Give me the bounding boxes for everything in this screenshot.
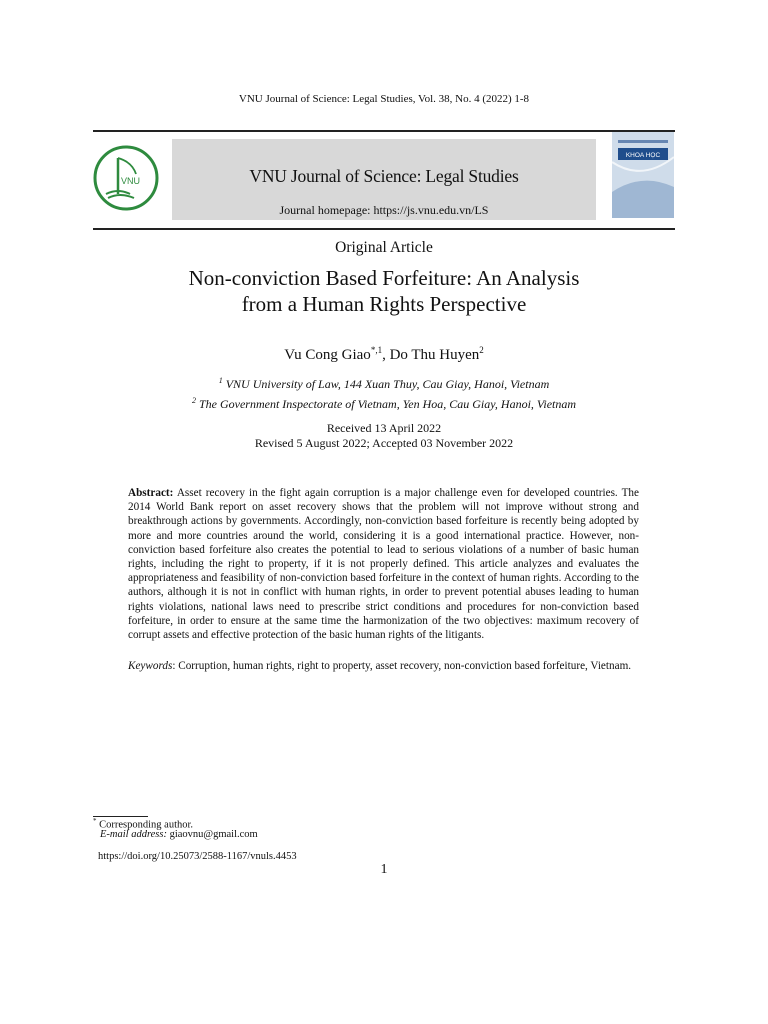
paper-title xyxy=(0,265,768,317)
abstract-label: Abstract: xyxy=(128,487,174,499)
vnu-logo-icon xyxy=(92,144,160,212)
vnu-logo xyxy=(92,144,160,212)
author-separator: , xyxy=(382,347,390,363)
footnote-corresponding-text: Corresponding author. xyxy=(96,819,194,831)
cover-graphic xyxy=(612,132,674,218)
author-name: Vu Cong Giao xyxy=(284,347,371,363)
header-bottom-rule xyxy=(93,228,675,230)
title-line-2: from a Human Rights Perspective xyxy=(241,292,527,316)
author-sup: *,1 xyxy=(370,345,383,355)
footnote-mark: * xyxy=(93,817,97,825)
cover-title: KHOA HỌC xyxy=(625,152,661,159)
footnote-email xyxy=(100,829,258,840)
revised-accepted-date: Revised 5 August 2022; Accepted 03 November 2022 xyxy=(254,436,514,450)
email-address[interactable]: giaovnu@gmail.com xyxy=(166,829,258,840)
header-top-rule xyxy=(93,130,675,132)
affiliation-mark: 1 xyxy=(218,376,223,385)
keywords-label: Keywords xyxy=(128,660,173,672)
journal-homepage: Journal homepage: https://js.vnu.edu.vn/LS xyxy=(279,203,489,217)
author-list xyxy=(0,345,768,364)
author-name: Do Thu Huyen xyxy=(389,347,480,363)
abstract xyxy=(128,486,639,642)
journal-cover-thumbnail xyxy=(612,132,674,218)
logo-text: VNU xyxy=(121,176,141,186)
affiliation-2 xyxy=(0,396,768,412)
affiliation-1 xyxy=(0,376,768,392)
affiliation-text: VNU University of Law, 144 Xuan Thuy, Cau Giay, Hanoi, Vietnam xyxy=(222,377,550,391)
abstract-text: Asset recovery in the fight again corruption is a major challenge even for developed countries. The 2014 World Bank report on asset recovery shows that the problem will not improve without strong and breakthrough actions by governments. Accordingly, non-conviction based forfeiture is recently being adopted by more and more countries around the world, considering it is a good international practice. However, non-conviction based forfeiture also creates the potential to lead to serious violations of a number of basic human rights, including the right to property, if it is not properly defined. This article analyzes and evaluates the appropriateness and feasibility of non-conviction based forfeiture in the context of human rights. According to the authors, although it is not in conflict with human rights, in order to prevent potential abuses leading to human rights violations, national laws need to prescribe strict conditions and procedures for non-conviction based forfeiture, in order to ensure at the same time the harmonization of the two objectives: maximum recovery of corrupt assets and effective protection of the basic human rights of the litigants. xyxy=(128,487,639,642)
page-number: 1 xyxy=(380,862,388,877)
article-type: Original Article xyxy=(335,239,433,256)
doi-link[interactable]: https://doi.org/10.25073/2588-1167/vnuls.4453 xyxy=(98,851,297,862)
affiliation-text: The Government Inspectorate of Vietnam, Yen Hoa, Cau Giay, Hanoi, Vietnam xyxy=(195,397,577,411)
keywords-text: : Corruption, human rights, right to property, asset recovery, non-conviction based forfeiture, Vietnam. xyxy=(172,660,632,672)
running-head: VNU Journal of Science: Legal Studies, Vol. 38, No. 4 (2022) 1-8 xyxy=(238,93,530,105)
author-sup: 2 xyxy=(479,345,484,355)
email-label: E-mail address: xyxy=(100,829,167,840)
journal-name: VNU Journal of Science: Legal Studies xyxy=(249,166,519,186)
affiliation-mark: 2 xyxy=(191,396,196,405)
received-date: Received 13 April 2022 xyxy=(326,421,442,435)
keywords xyxy=(128,659,639,673)
title-line-1: Non-conviction Based Forfeiture: An Analysis xyxy=(188,266,580,290)
